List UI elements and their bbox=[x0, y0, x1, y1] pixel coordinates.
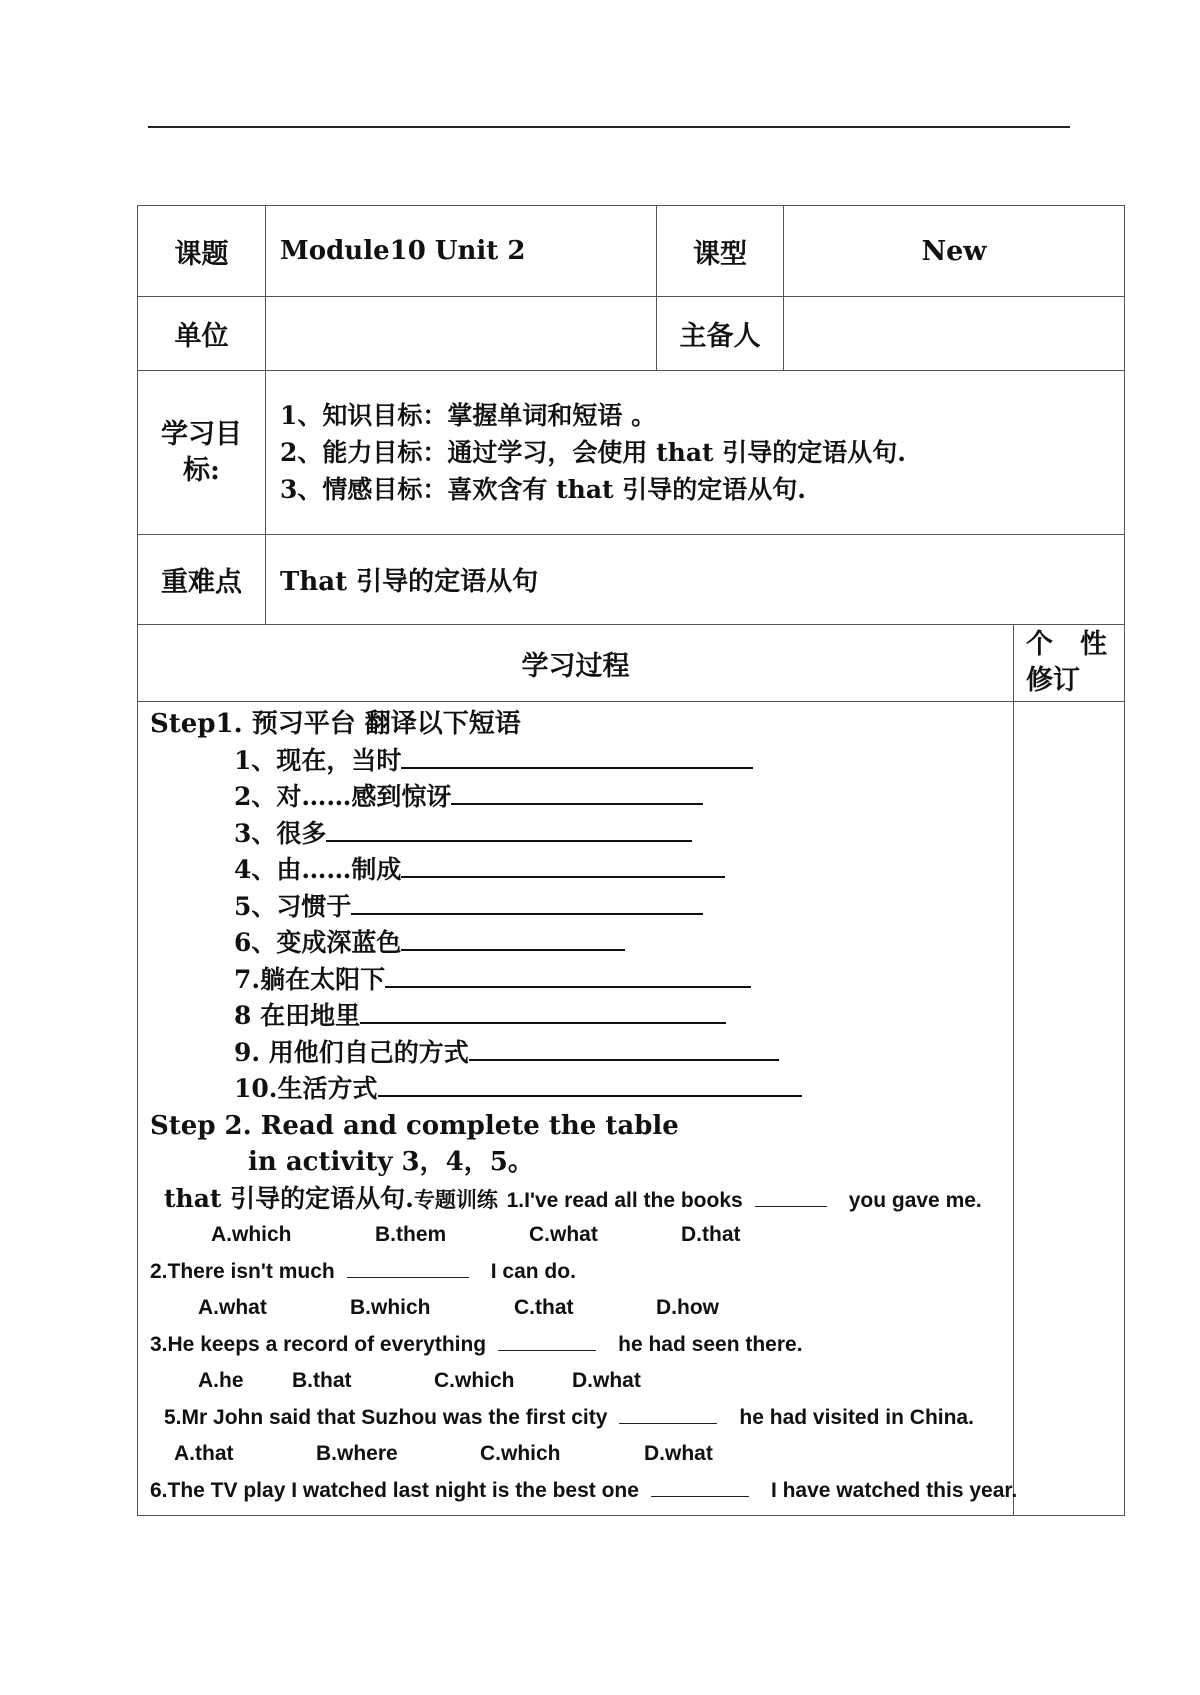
question-text-after: you gave me. bbox=[848, 1188, 982, 1212]
question-text-after: I can do. bbox=[490, 1259, 576, 1283]
topic-label: 课题 bbox=[138, 206, 266, 297]
goal-item: 3、情感目标：喜欢含有 that 引导的定语从句. bbox=[280, 475, 806, 504]
preparer-label: 主备人 bbox=[657, 297, 784, 371]
question-5 bbox=[150, 1400, 1013, 1437]
step1-item: 4、由……制成 bbox=[150, 852, 1013, 889]
question-1-options bbox=[150, 1217, 1013, 1254]
step1-item: 9. 用他们自己的方式 bbox=[150, 1035, 1013, 1072]
answer-blank[interactable] bbox=[451, 779, 703, 805]
option[interactable]: B.them bbox=[375, 1223, 447, 1246]
preparer-value bbox=[784, 297, 1125, 371]
answer-blank[interactable] bbox=[651, 1476, 749, 1497]
step2-subtitle: in activity 3，4，5。 bbox=[248, 1147, 534, 1177]
type-value: New bbox=[784, 206, 1125, 297]
question-2-options bbox=[150, 1290, 1013, 1327]
revision-label-line2: 修订 bbox=[1026, 665, 1080, 696]
goals-label-line1: 学习目 bbox=[161, 418, 242, 450]
answer-blank[interactable] bbox=[498, 1330, 596, 1351]
question-text: 6.The TV play I watched last night is the best one bbox=[150, 1478, 639, 1502]
step2-title: Step 2. Read and complete the table bbox=[150, 1110, 679, 1141]
answer-blank[interactable] bbox=[351, 889, 703, 915]
option[interactable]: C.that bbox=[514, 1296, 574, 1319]
option[interactable]: A.which bbox=[211, 1223, 292, 1246]
key-points-value: That 引导的定语从句 bbox=[266, 535, 1125, 625]
lesson-plan-table bbox=[137, 205, 1125, 1516]
question-1 bbox=[150, 1181, 1013, 1218]
question-text-after: he had seen there. bbox=[618, 1332, 803, 1356]
answer-blank[interactable] bbox=[619, 1403, 717, 1424]
question-text-after: he had visited in China. bbox=[739, 1405, 974, 1429]
revision-label-line1: 个 性 bbox=[1026, 629, 1107, 660]
option[interactable]: D.what bbox=[644, 1442, 713, 1465]
unit-label: 单位 bbox=[138, 297, 266, 371]
step1-item: 3、很多 bbox=[150, 816, 1013, 853]
step1-item: 6、变成深蓝色 bbox=[150, 925, 1013, 962]
step2-intro-tag: 专题训练 bbox=[413, 1188, 498, 1212]
step1-item: 7.躺在太阳下 bbox=[150, 962, 1013, 999]
step2-intro: that 引导的定语从句. bbox=[164, 1183, 414, 1213]
question-3 bbox=[150, 1327, 1013, 1364]
unit-value bbox=[266, 297, 657, 371]
goals-row bbox=[138, 371, 1125, 535]
answer-blank[interactable] bbox=[469, 1035, 779, 1061]
option[interactable]: C.which bbox=[480, 1442, 561, 1465]
option[interactable]: D.what bbox=[572, 1369, 641, 1392]
step1-item: 1、现在，当时 bbox=[150, 743, 1013, 780]
key-points-label: 重难点 bbox=[138, 535, 266, 625]
question-5-options bbox=[150, 1436, 1013, 1473]
topic-value: Module10 Unit 2 bbox=[266, 206, 657, 297]
goals-label-line2: 标: bbox=[183, 454, 220, 486]
option[interactable]: C.what bbox=[529, 1223, 598, 1246]
process-content bbox=[138, 702, 1018, 1516]
question-text: 1.I've read all the books bbox=[506, 1188, 743, 1212]
step1-item: 5、习惯于 bbox=[150, 889, 1013, 926]
question-text: 3.He keeps a record of everything bbox=[150, 1332, 487, 1356]
option[interactable]: B.that bbox=[292, 1369, 352, 1392]
answer-blank[interactable] bbox=[326, 816, 692, 842]
question-2 bbox=[150, 1254, 1013, 1291]
revision-label bbox=[1014, 625, 1125, 702]
option[interactable]: D.that bbox=[681, 1223, 741, 1246]
answer-blank[interactable] bbox=[401, 925, 625, 951]
goals-label bbox=[138, 371, 266, 535]
option[interactable]: A.that bbox=[174, 1442, 234, 1465]
key-points-row bbox=[138, 535, 1125, 625]
answer-blank[interactable] bbox=[360, 998, 726, 1024]
option[interactable]: A.what bbox=[198, 1296, 267, 1319]
answer-blank[interactable] bbox=[755, 1186, 827, 1207]
answer-blank[interactable] bbox=[378, 1071, 802, 1097]
header-rule bbox=[148, 126, 1070, 128]
process-header-row bbox=[138, 625, 1125, 702]
process-content-row bbox=[138, 702, 1125, 1516]
goals-list bbox=[266, 371, 1125, 535]
unit-row bbox=[138, 297, 1125, 371]
option[interactable]: B.where bbox=[316, 1442, 398, 1465]
question-text-after: I have watched this year. bbox=[770, 1478, 1018, 1502]
process-title: 学习过程 bbox=[138, 625, 1014, 702]
answer-blank[interactable] bbox=[385, 962, 751, 988]
step1-title: Step1. 预习平台 翻译以下短语 bbox=[150, 709, 521, 739]
goal-item: 1、知识目标：掌握单词和短语 。 bbox=[280, 401, 657, 430]
type-label: 课型 bbox=[657, 206, 784, 297]
question-3-options bbox=[150, 1363, 1013, 1400]
step1-item: 2、对……感到惊讶 bbox=[150, 779, 1013, 816]
option[interactable]: A.he bbox=[198, 1369, 244, 1392]
topic-row bbox=[138, 206, 1125, 297]
question-6 bbox=[150, 1473, 1018, 1510]
answer-blank[interactable] bbox=[401, 743, 753, 769]
option[interactable]: C.which bbox=[434, 1369, 515, 1392]
question-text: 2.There isn't much bbox=[150, 1259, 335, 1283]
answer-blank[interactable] bbox=[401, 852, 725, 878]
answer-blank[interactable] bbox=[347, 1257, 469, 1278]
revision-column bbox=[1014, 702, 1125, 1516]
step1-item: 8 在田地里 bbox=[150, 998, 1013, 1035]
goal-item: 2、能力目标：通过学习，会使用 that 引导的定语从句. bbox=[280, 438, 906, 467]
step1-item: 10.生活方式 bbox=[150, 1071, 1013, 1108]
option[interactable]: D.how bbox=[656, 1296, 719, 1319]
option[interactable]: B.which bbox=[350, 1296, 431, 1319]
question-text: 5.Mr John said that Suzhou was the first city bbox=[164, 1405, 608, 1429]
